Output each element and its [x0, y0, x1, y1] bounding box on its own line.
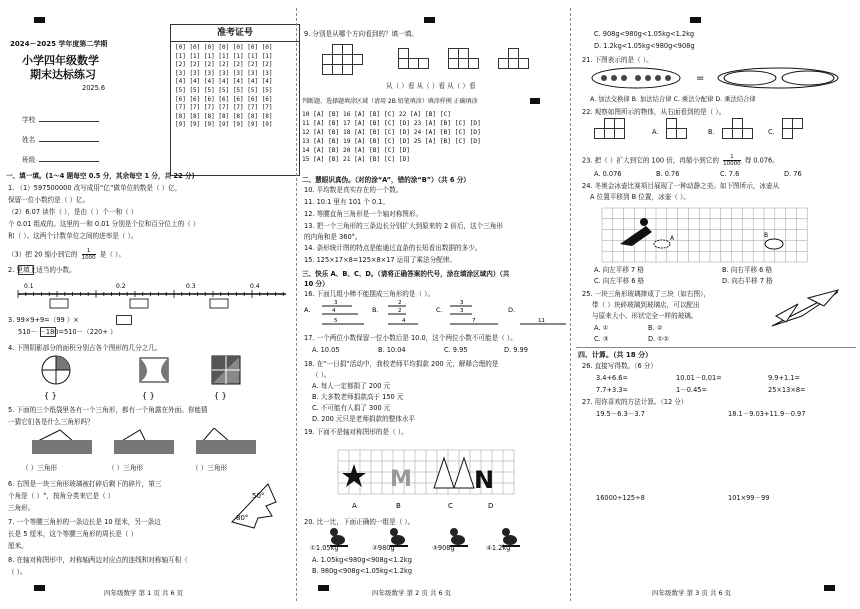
q13-line-b: 的内角和是 360°。: [304, 233, 362, 241]
q1-line-a: 1. （1）597500000 改写成用“亿”做单位的数是（ ）亿，: [8, 184, 182, 192]
q22-solid: [594, 118, 634, 148]
q24-opt-a: A. 向左平移 7 格: [594, 266, 644, 274]
svg-text:D: D: [488, 502, 494, 510]
q20: 20. 比一比，下面正确的一组是（ ）。: [304, 518, 415, 526]
q20-opt-c: C. 908g<980g<1.05kg<1.2kg: [594, 30, 695, 38]
field-name[interactable]: 姓名: [22, 136, 99, 144]
q21-diagram: [588, 66, 848, 90]
q8-line-a: 8. 在轴对称图形中，对称轴两边对应点的连线和对称轴互相（: [8, 556, 188, 564]
q27-item-3: 16000÷125÷8: [596, 494, 645, 502]
q20-weight-3: ③908g: [432, 544, 455, 552]
svg-text:4: 4: [402, 318, 406, 324]
letter-n: N: [474, 466, 495, 494]
q26-item-3: 9.9+1.1=: [768, 374, 801, 382]
point-b: B: [764, 232, 769, 239]
q19: 19. 下面不是轴对称图形的是（ ）。: [304, 428, 408, 436]
q6-line-b: 个角是（ ）°，按角分类来它是（ ）: [8, 492, 115, 500]
svg-text:A: A: [352, 502, 357, 510]
q2-text: 2. 里填上适当的小数。: [8, 266, 76, 274]
q16-opt-b: B.: [372, 306, 379, 314]
q9-text: 9. 分别是从哪个方向看到的？填一填。: [304, 30, 418, 38]
svg-text:11: 11: [538, 318, 545, 324]
q24-line-b: A 位置平移到 B 位置，冰壶（ ）。: [590, 193, 690, 201]
q1-line-c: （2）6.07 读作（ ），是由（ ）个一和（ ）: [8, 208, 138, 216]
svg-text:{ }: { }: [142, 391, 155, 400]
q27-item-1: 19.5－6.3－3.7: [596, 410, 645, 418]
svg-text:{ }: { }: [44, 391, 57, 400]
section-4-title: 四、计算。（共 18 分）: [578, 351, 653, 359]
q21: 21. 下图表示的是（ ）。: [582, 56, 653, 64]
section-3-title-b: 10 分）: [304, 280, 329, 288]
registration-mark: [318, 585, 329, 591]
q17: 17. 一个两位小数保留一位小数后是 10.0，这个两位小数不可能是（ ）。: [304, 334, 517, 342]
q1-line-d: 个 0.01 组成的。这里的一和 0.01 分别是个位和百分位上的（ ）: [8, 220, 200, 228]
point-a: A: [670, 235, 675, 242]
angle-50-label: 50°: [252, 492, 265, 500]
ruler-label-0.3: 0.3: [186, 283, 196, 290]
page-1: [0, 0, 296, 609]
q17-opt-b: B. 10.04: [378, 346, 406, 354]
cube-cell: [742, 128, 753, 139]
cube-cell: [468, 58, 479, 69]
section-divider: [576, 347, 856, 348]
q18-opt-a: A. 每人一定都捐了 200 元: [312, 382, 391, 390]
q6-line-a: 6. 右图是一块三角形玻璃被打碎后剩下的碎片，第三: [8, 480, 162, 488]
registration-mark: [34, 585, 45, 591]
exam-id-digits[interactable]: [0] [0] [0] [0] [0] [0] [0] [1] [1] [1] [1] [1] [1] [1] [2] [2] [2] [2] [2] [2] [2] [3] [3] [3] [3] [3] [3] [3] [4] [4] [4] [4] [4] [4] [4] [5] [5] [5] [5] [5] [5] [5] [6] [6] [6] [6] [6] [6] [6] [7] [7] [7] [7] [7] [7] [7] [8] [8] [8] [8] [8] [8] [8] [9] [9] [9] [9] [9] [9] [9]: [175, 44, 273, 129]
q22-opt-c: C.: [768, 128, 775, 136]
q9-labels: 从（ ）看 从（ ）看 从（ ）看: [386, 82, 476, 90]
q7-line-c: 厘米。: [8, 542, 28, 550]
title-line2: 期末达标练习: [30, 68, 96, 81]
q25-opt-d: D. ①②: [648, 335, 670, 343]
q23-opt-b: B. 0.76: [656, 170, 680, 178]
q26-item-2: 10.01－0.01=: [676, 374, 722, 382]
q27: 27. 用你喜欢的方法计算。（12 分）: [582, 398, 688, 406]
q16: 16. 下面几组小棒不能摆成三角形的是（ ）。: [304, 290, 435, 298]
q4-text: 4. 下图阴影部分的面积分别占各个图形的几分之几。: [8, 344, 162, 352]
q3-line-b: 510－ －180=510－（220+ ）: [18, 328, 117, 336]
q20-weight-4: ④1.2kg: [486, 544, 511, 552]
svg-text:{ }: { }: [214, 391, 227, 400]
section-1-title: 一、填一填。(1～4 题每空 0.5 分，其余每空 1 分，共 22 分): [6, 172, 195, 180]
q26: 26. 直接写得数。（6 分）: [582, 362, 657, 370]
cube-cell: [676, 128, 687, 139]
school-year: 2024－2025 学年度第二学期: [10, 40, 108, 48]
angle-80-label: 80°: [236, 514, 249, 522]
q27-item-2: 18.1－9.03+11.9－0.97: [728, 410, 806, 418]
q24-line-a: 24. 冬奥会冰壶比赛项目展现了一种动静之美。如下图所示，冰壶从: [582, 182, 780, 190]
cube-cell: [418, 58, 429, 69]
svg-text:C: C: [448, 502, 453, 510]
q1-line-e: 和（ ）。这两个计数单位之间的进率是（ ）。: [8, 232, 138, 240]
ruler-label-0.2: 0.2: [116, 283, 126, 290]
q18-opt-b: B. 大多数老师捐款高于 150 元: [312, 393, 404, 401]
page-2-footer: 四年级数学 第 2 页 共 6 页: [372, 589, 452, 597]
q16-opt-d: D.: [508, 306, 516, 314]
cube-cell: [782, 128, 793, 139]
field-class[interactable]: 班级: [22, 156, 99, 164]
answer-bubble-grid[interactable]: 10 [A] [B] 16 [A] [B] [C] 22 [A] [B] [C] 11 [A] [B] 17 [A] [B] [C] [D] 23 [A] [B] [C] [D] 12 [A] [B] 18 [A] [B] [C] [D] 24 [A] [B] [C] [D] 13 [A] [B] 19 [A] [B] [C] [D] 25 [A] [B] [C] [D] 14 [A] [B] 20 [A] [B] [C] [D] 15 [A] [B] 21 [A] [B] [C] [D]: [302, 111, 481, 163]
svg-text:3: 3: [460, 308, 464, 314]
cube-cell: [342, 44, 353, 55]
registration-mark: [824, 585, 835, 591]
q25-opt-b: B. ②: [648, 324, 663, 332]
q22: 22. 观察如图所示的物体，从右面看到的是（ ）。: [582, 108, 726, 116]
q5-label-3: （ ）三角形: [192, 464, 228, 472]
q6-line-c: 三角形。: [8, 504, 35, 512]
registration-mark: [34, 17, 45, 23]
page-1-footer: 四年级数学 第 1 页 共 6 页: [104, 589, 184, 597]
page-divider: [296, 8, 297, 601]
title-line1: 小学四年级数学: [22, 54, 99, 67]
q16-sticks: [302, 298, 568, 332]
svg-text:B: B: [396, 502, 401, 510]
q3-line-a: 3. 99×9+9=（99 ）×: [8, 316, 79, 324]
q26-item-4: 7.7+3.3=: [596, 386, 629, 394]
q11: 11. 10.1 里有 101 个 0.1。: [304, 198, 390, 206]
q3-blank-box-2[interactable]: [40, 327, 56, 337]
q15: 15. 125×17×8=125×8×17 运用了乘法分配律。: [304, 256, 456, 264]
q1-line-f: （3）把 20 缩小到它的 $\frac{1}{1000}$ 是（ ）。: [8, 248, 125, 261]
svg-text:3: 3: [334, 300, 338, 306]
q20-opt-b: B. 980g<908g<1.05kg<1.2kg: [312, 567, 413, 575]
q16-opt-c: C.: [436, 306, 443, 314]
q25-line-c: 与原来大小、形状完全一样的玻璃。: [592, 312, 698, 320]
exam-id-box: [170, 24, 300, 176]
registration-mark: [424, 17, 435, 23]
q16-opt-a: A.: [304, 306, 311, 314]
section-2-title: 二、慧眼识真伪。（对的涂“A”，错的涂“B”）（共 6 分）: [302, 176, 470, 184]
q4-figures: [40, 354, 270, 406]
svg-text:=: =: [696, 73, 705, 84]
q26-item-6: 25×13×8=: [768, 386, 806, 394]
q8-line-b: （ ）。: [8, 568, 27, 576]
svg-text:5: 5: [334, 318, 338, 324]
page-2: [298, 0, 570, 609]
answer-sheet-instruction: 判断题、选择题填涂区域（请用 2B 铅笔填涂）填涂样例 正确填涂: [302, 98, 478, 105]
page-3: [572, 0, 860, 609]
page-divider: [570, 8, 571, 601]
q17-opt-a: A. 10.05: [312, 346, 340, 354]
svg-text:2: 2: [398, 308, 402, 314]
q25-broken-glass: [768, 286, 848, 330]
q2-blank-box[interactable]: [18, 265, 34, 275]
q26-item-5: 1－0.45=: [676, 386, 707, 394]
q25-line-a: 25. 一块三角形玻璃摔成了三块（如右图），: [582, 290, 710, 298]
q26-item-1: 3.4+6.6=: [596, 374, 629, 382]
q17-opt-d: D. 9.99: [504, 346, 528, 354]
q1-line-b: 保留一位小数约是（ ）亿。: [8, 196, 90, 204]
cube-cell: [342, 64, 353, 75]
q22-opt-a: A.: [652, 128, 659, 136]
q24-opt-c: C. 向左平移 6 格: [594, 277, 645, 285]
q7-line-b: 长是 5 厘米，这个等腰三角形的周长是（ ）: [8, 530, 138, 538]
q5-label-2: （ ）三角形: [108, 464, 144, 472]
svg-text:7: 7: [472, 318, 476, 324]
q20-weight-1: ①1.05kg: [310, 544, 339, 552]
q9-view-2: [448, 48, 488, 72]
q9-cube-solid: [322, 44, 370, 78]
cube-cell: [614, 128, 625, 139]
q23-opt-a: A. 0.076: [594, 170, 622, 178]
q23-line: 23. 把（ ）扩大到它的 100 倍，再缩小到它的 $\frac{1}{10000}$ 得 0.076。: [582, 154, 779, 167]
q24-opt-d: D. 向右平移 7 格: [722, 277, 773, 285]
cube-cell: [614, 118, 625, 129]
q23-opt-d: D. 76: [784, 170, 802, 178]
q17-opt-c: C. 9.95: [444, 346, 468, 354]
q22-view-a: [666, 118, 696, 142]
q27-item-4: 101×99－99: [728, 494, 770, 502]
field-school[interactable]: 学校: [22, 116, 99, 124]
exam-date: 2025.6: [82, 84, 106, 92]
svg-text:3: 3: [460, 300, 464, 306]
q18-line-b: （ ）。: [312, 371, 331, 379]
q5-label-1: （ ）三角形: [22, 464, 58, 472]
section-3-title: 三、快乐 A、B、C、D。（请将正确答案的代号，涂在填涂区域内）（共: [302, 270, 510, 278]
svg-text:4: 4: [332, 308, 336, 314]
q10: 10. 平均数是真实存在的一个数。: [304, 186, 403, 194]
q20-opt-a: A. 1.05kg<980g<908g<1.2kg: [312, 556, 412, 564]
q20-weight-2: ②980g: [372, 544, 395, 552]
q23-opt-c: C. 7.6: [720, 170, 740, 178]
q25-opt-c: C. ③: [594, 335, 609, 343]
filled-sample: [530, 98, 540, 104]
q18-opt-d: D. 200 元只是老师捐款的整体水平: [312, 415, 416, 423]
ruler-label-0.1: 0.1: [24, 283, 34, 290]
q9-view-1: [398, 48, 438, 72]
cube-cell: [352, 54, 363, 65]
q9-view-3: [498, 48, 538, 72]
q18-opt-c: C. 不可能有人捐了 300 元: [312, 404, 391, 412]
q6-glass-shard: [228, 482, 280, 532]
page-3-footer: 四年级数学 第 3 页 共 6 页: [652, 589, 732, 597]
q22-view-c: [782, 118, 812, 142]
q18-line-a: 18. 在“一日捐”活动中，我校老师平均捐款 200 元，解释合理的是: [304, 360, 499, 368]
q22-view-b: [722, 118, 762, 142]
q25-opt-a: A. ①: [594, 324, 609, 332]
q21-options: A. 加法交换律 B. 加法结合律 C. 乘法分配律 D. 乘法结合律: [590, 96, 756, 103]
q14: 14. 条形统计图的特点是能通过直条的长短看出数据的多少。: [304, 244, 482, 252]
q20-opt-d: D. 1.2kg<1.05kg<980g<908g: [594, 42, 695, 50]
cube-cell: [792, 118, 803, 129]
star-shape: [342, 464, 366, 487]
number-line: [10, 280, 292, 312]
exam-id-title: 准考证号: [171, 25, 299, 42]
cube-cell: [518, 58, 529, 69]
q24-curling-grid: [598, 204, 812, 274]
q7-line-a: 7. 一个等腰三角形的一条边长是 10 厘米，另一条边: [8, 518, 161, 526]
q5-line-a: 5. 下面的三个纸袋里各有一个三角形，都有一个角露在外面。你能猜: [8, 406, 208, 414]
ruler-label-0.4: 0.4: [250, 283, 260, 290]
registration-mark: [690, 17, 701, 23]
svg-text:2: 2: [398, 300, 402, 306]
q12: 12. 等腰直角三角形是一个轴对称图形。: [304, 210, 423, 218]
q22-opt-b: B.: [708, 128, 715, 136]
q5-paper-bags: [30, 428, 270, 458]
q19-grid-figures: [328, 440, 528, 514]
q25-line-b: 带（ ）块碎玻璃到玻璃店，可以配出: [592, 301, 700, 309]
q5-line-b: 一猜它们各是什么三角形吗？: [8, 418, 94, 426]
letter-m: M: [390, 467, 412, 492]
q13-line-a: 13. 把一个三角形的三条边长分别扩大到原来的 2 倍后，这个三角形: [304, 222, 503, 230]
q3-blank-box-1[interactable]: [116, 315, 132, 325]
q24-opt-b: B. 向右平移 6 格: [722, 266, 773, 274]
